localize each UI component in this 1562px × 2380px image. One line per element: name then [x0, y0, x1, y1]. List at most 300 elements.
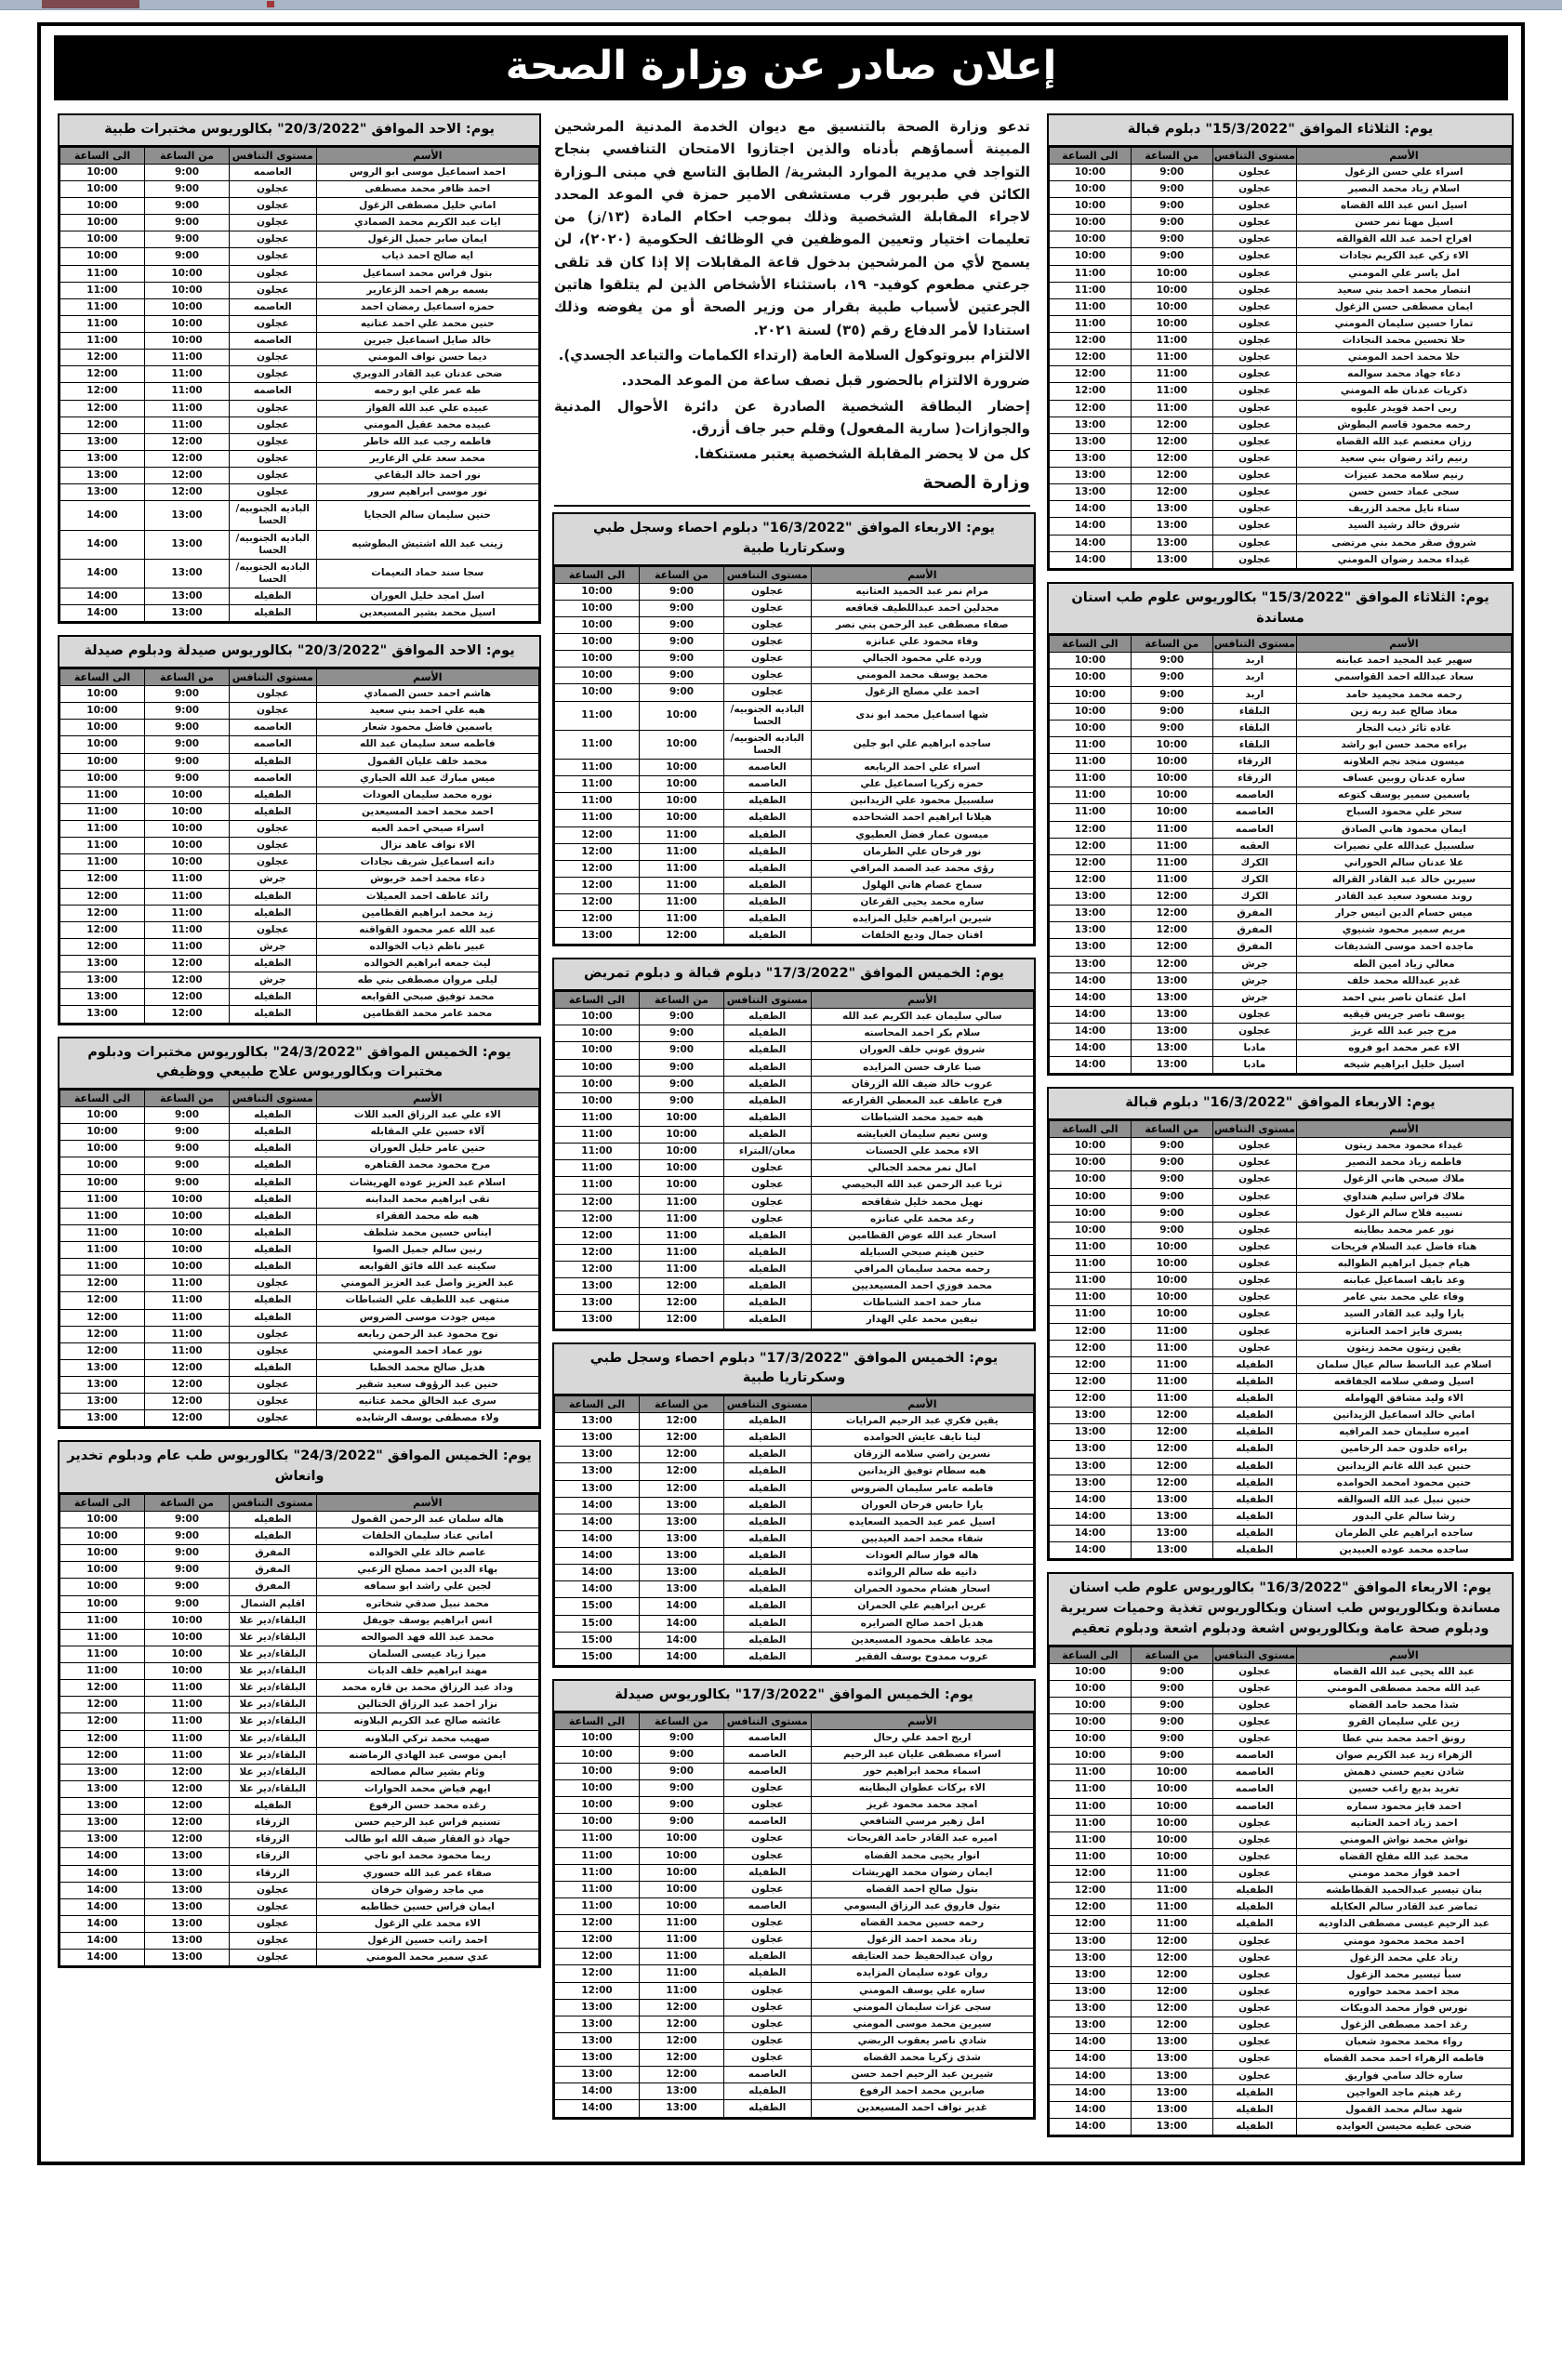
column-header: الأسم — [316, 1494, 538, 1511]
time-from: 11:00 — [145, 938, 230, 955]
competition-level: الطفيله — [230, 1528, 317, 1545]
table-row — [555, 1847, 1034, 1864]
table-row — [60, 433, 539, 450]
table-day-title: يوم: الخميس الموافق "17/3/2022" دبلوم قبالة و دبلوم تمريض — [554, 959, 1034, 991]
table-row — [1050, 922, 1512, 939]
time-from: 11:00 — [145, 1342, 230, 1359]
candidate-name: محمد عبد الله فهد الصوالحه — [316, 1629, 538, 1646]
table-row — [555, 877, 1034, 893]
table-row — [555, 894, 1034, 911]
table-row — [555, 1262, 1034, 1278]
time-from: 11:00 — [145, 1292, 230, 1309]
competition-level: الطفيله — [230, 1259, 317, 1276]
competition-level: الطفيله — [230, 1511, 317, 1527]
table-row — [60, 972, 539, 989]
time-from: 10:00 — [640, 1847, 724, 1864]
table-row — [60, 1595, 539, 1612]
table-row — [60, 1562, 539, 1579]
time-to: 13:00 — [1050, 1441, 1132, 1458]
time-from: 12:00 — [145, 1780, 230, 1797]
competition-level: عجلون — [724, 1780, 812, 1797]
competition-level: الطفيله — [724, 1864, 812, 1881]
competition-level: الطفيله — [230, 888, 317, 905]
competition-level: عجلون — [230, 1882, 317, 1898]
table-row — [1050, 1883, 1512, 1899]
time-to: 12:00 — [60, 905, 145, 921]
candidate-name: احمد اسماعيل موسى ابو الروس — [316, 164, 538, 180]
candidate-name: شيرين عبد الرحيم احمد حسن — [811, 2067, 1033, 2083]
schedule-table — [552, 512, 1036, 946]
table-row — [1050, 939, 1512, 956]
time-to: 14:00 — [555, 1581, 640, 1598]
time-from: 13:00 — [1131, 1024, 1212, 1040]
time-from: 11:00 — [640, 843, 724, 860]
table-row — [1050, 1273, 1512, 1289]
competition-level: عجلون — [1212, 1950, 1296, 1966]
time-to: 10:00 — [555, 668, 640, 684]
candidate-name: صفاء عمر عبد الله حسوري — [316, 1865, 538, 1882]
time-from: 9:00 — [145, 1141, 230, 1157]
time-from: 12:00 — [1131, 1983, 1212, 2000]
time-to: 11:00 — [555, 776, 640, 793]
time-from: 11:00 — [1131, 1340, 1212, 1356]
time-from: 11:00 — [145, 366, 230, 383]
time-from: 14:00 — [640, 1615, 724, 1632]
time-to: 10:00 — [1050, 1748, 1132, 1765]
time-to: 13:00 — [555, 1999, 640, 2016]
table-row — [60, 1359, 539, 1376]
competition-level: الطفيله — [724, 1025, 812, 1042]
candidate-name: رناد علي محمد الزغول — [1297, 1950, 1512, 1966]
time-from: 9:00 — [640, 583, 724, 600]
table-row — [555, 684, 1034, 701]
time-from: 9:00 — [1131, 720, 1212, 736]
table-row — [60, 1612, 539, 1629]
competition-level: عجلون — [230, 1342, 317, 1359]
candidate-name: محمد عامر محمد القطامين — [316, 1006, 538, 1023]
competition-level: الطفيله — [724, 860, 812, 877]
column-right-tables — [1047, 113, 1514, 2149]
time-to: 10:00 — [555, 1076, 640, 1092]
time-from: 13:00 — [640, 1530, 724, 1547]
competition-level: الطفيله — [724, 1965, 812, 1982]
competition-level: عجلون — [1212, 400, 1296, 416]
competition-level: عجلون — [1212, 1933, 1296, 1950]
time-to: 11:00 — [1050, 1256, 1132, 1273]
candidate-name: ياسمين فاضل محمود شعار — [316, 720, 538, 736]
table-row — [1050, 2051, 1512, 2068]
time-from: 9:00 — [640, 684, 724, 701]
table-row — [1050, 1831, 1512, 1848]
table-row — [60, 854, 539, 871]
table-row — [1050, 400, 1512, 416]
time-to: 12:00 — [60, 921, 145, 938]
competition-level: جرش — [230, 972, 317, 989]
competition-level: الطفيله — [230, 1107, 317, 1124]
time-to: 12:00 — [555, 1194, 640, 1210]
competition-level: الطفيله — [724, 1262, 812, 1278]
candidate-name: صبا عارف حسن المزايده — [811, 1059, 1033, 1076]
table-day-title: يوم: الخميس الموافق "24/3/2022" بكالوريوس مختبرات ودبلوم مختبرات وبكالوريوس علاج طبيعي ووظيفي — [60, 1038, 539, 1091]
time-to: 12:00 — [555, 1262, 640, 1278]
competition-level: العاصمه — [1212, 787, 1296, 804]
table-row — [1050, 2068, 1512, 2084]
candidate-name: ليلى مروان مصطفى بني طه — [316, 972, 538, 989]
table-row — [555, 1814, 1034, 1831]
time-to: 10:00 — [1050, 1205, 1132, 1222]
column-header: مستوى التنافس — [230, 1091, 317, 1107]
candidate-name: صفاء مصطفى عبد الرحمن بني نصر — [811, 616, 1033, 633]
candidate-name: اسيل انس عبد الله القضاه — [1297, 198, 1512, 215]
table-row — [555, 1210, 1034, 1227]
time-to: 13:00 — [60, 433, 145, 450]
candidate-name: وداد عبد الرزاق محمد بن قاره محمد — [316, 1680, 538, 1697]
candidate-name: زيد محمد ابراهيم القطامين — [316, 905, 538, 921]
time-from: 10:00 — [640, 776, 724, 793]
table-row — [1050, 315, 1512, 332]
table-row — [1050, 1040, 1512, 1057]
competition-level: الطفيله — [230, 989, 317, 1006]
competition-level: العاصمه — [724, 1729, 812, 1746]
time-from: 10:00 — [1131, 754, 1212, 771]
time-from: 10:00 — [640, 1831, 724, 1847]
time-from: 12:00 — [145, 1359, 230, 1376]
time-to: 13:00 — [1050, 956, 1132, 972]
competition-level: عجلون — [1212, 1731, 1296, 1748]
table-row — [60, 770, 539, 787]
time-from: 13:00 — [640, 1497, 724, 1514]
candidate-name: سلام بكر احمد المحاسنه — [811, 1025, 1033, 1042]
table-row — [1050, 1138, 1512, 1155]
time-to: 10:00 — [60, 1124, 145, 1141]
competition-level: عجلون — [1212, 1848, 1296, 1865]
table-row — [555, 1897, 1034, 1914]
competition-level: جرش — [1212, 972, 1296, 989]
table-row — [1050, 1155, 1512, 1171]
table-row — [1050, 1798, 1512, 1815]
table-row — [60, 686, 539, 703]
competition-level: عجلون — [1212, 282, 1296, 298]
time-from: 10:00 — [145, 1242, 230, 1259]
table-row — [555, 668, 1034, 684]
candidate-name: يارا وليد عبد القادر السيد — [1297, 1306, 1512, 1323]
time-from: 12:00 — [1131, 433, 1212, 450]
candidate-name: يسرى فايز احمد العنانزه — [1297, 1323, 1512, 1340]
time-from: 11:00 — [1131, 1391, 1212, 1408]
header-row — [1050, 147, 1512, 164]
table-row — [1050, 1526, 1512, 1542]
time-from: 13:00 — [145, 1950, 230, 1966]
competition-level: عجلون — [1212, 231, 1296, 248]
time-to: 12:00 — [555, 1210, 640, 1227]
competition-level: البلقاء/دير علا — [230, 1780, 317, 1797]
table-row — [555, 928, 1034, 945]
candidate-name: سلسبيل عبدالله علي نصيرات — [1297, 838, 1512, 854]
candidate-name: محمد فوزي احمد المسيعديين — [811, 1278, 1033, 1295]
table-row — [1050, 215, 1512, 231]
time-from: 12:00 — [640, 1278, 724, 1295]
competition-level: الطفيله — [1212, 1424, 1296, 1441]
candidate-name: افنان جمال وديع الخلفات — [811, 928, 1033, 945]
candidate-name: عائشه صالح عبد الكريم البلاونه — [316, 1713, 538, 1730]
time-from: 12:00 — [640, 1295, 724, 1312]
competition-level: عجلون — [724, 1881, 812, 1897]
time-to: 13:00 — [60, 956, 145, 972]
time-to: 10:00 — [1050, 248, 1132, 265]
time-to: 11:00 — [1050, 1765, 1132, 1781]
competition-level: البلقاء/دير علا — [230, 1713, 317, 1730]
time-to: 13:00 — [60, 989, 145, 1006]
competition-level: عجلون — [1212, 1171, 1296, 1188]
time-from: 10:00 — [1131, 1781, 1212, 1798]
column-header: الى الساعة — [555, 992, 640, 1009]
time-to: 12:00 — [60, 1747, 145, 1764]
candidate-name: يارا حابس فرحان العوران — [811, 1497, 1033, 1514]
column-header: الى الساعة — [1050, 636, 1132, 653]
time-to: 11:00 — [1050, 787, 1132, 804]
competition-level: الطفيله — [724, 911, 812, 928]
candidate-name: مريم سمير محمود شنيوي — [1297, 922, 1512, 939]
table-row — [555, 1194, 1034, 1210]
time-from: 12:00 — [145, 956, 230, 972]
time-from: 12:00 — [640, 1480, 724, 1497]
competition-level: المفرق — [230, 1562, 317, 1579]
table-row — [60, 366, 539, 383]
time-from: 9:00 — [640, 1797, 724, 1814]
table-row — [555, 1109, 1034, 1126]
time-to: 11:00 — [1050, 736, 1132, 753]
candidate-name: ملاك صبحي هاني الزغول — [1297, 1171, 1512, 1188]
candidate-name: اسحار عبد الله عوض القطامين — [811, 1227, 1033, 1244]
table-row — [1050, 956, 1512, 972]
time-to: 10:00 — [60, 1107, 145, 1124]
table-row — [555, 1982, 1034, 1999]
table-row — [555, 730, 1034, 759]
time-to: 14:00 — [1050, 1024, 1132, 1040]
time-from: 9:00 — [640, 668, 724, 684]
candidate-name: ساره خالد سامي فواريق — [1297, 2068, 1512, 2084]
table-row — [1050, 1306, 1512, 1323]
competition-level: عجلون — [1212, 501, 1296, 518]
table-row — [60, 315, 539, 332]
candidate-name: شيرين ابراهيم خليل المزايده — [811, 911, 1033, 928]
table-row — [60, 1545, 539, 1562]
table-row — [60, 888, 539, 905]
competition-level: عجلون — [1212, 1238, 1296, 1255]
column-header: مستوى التنافس — [724, 992, 812, 1009]
competition-level: عجلون — [230, 686, 317, 703]
competition-level: عجلون — [230, 231, 317, 248]
table-row — [60, 350, 539, 366]
time-to: 10:00 — [60, 1511, 145, 1527]
competition-level: العاصمه — [1212, 1748, 1296, 1765]
time-from: 10:00 — [640, 1127, 724, 1144]
table-row — [1050, 1188, 1512, 1205]
time-to: 10:00 — [60, 1579, 145, 1595]
column-header: الأسم — [1297, 1646, 1512, 1663]
table-row — [555, 776, 1034, 793]
time-to: 15:00 — [555, 1615, 640, 1632]
time-from: 11:00 — [1131, 350, 1212, 366]
time-from: 13:00 — [145, 1865, 230, 1882]
time-to: 13:00 — [60, 972, 145, 989]
column-header: من الساعة — [145, 147, 230, 164]
candidate-name: الزهراء زيد عبد الكريم صوان — [1297, 1748, 1512, 1765]
competition-level: مادبا — [1212, 1057, 1296, 1074]
competition-level: جرش — [1212, 956, 1296, 972]
competition-level: الزرقاء — [230, 1848, 317, 1865]
time-to: 13:00 — [1050, 922, 1132, 939]
competition-level: العاصمه — [724, 1814, 812, 1831]
table-row — [60, 1898, 539, 1915]
candidate-name: تمارا حسين سليمان المومني — [1297, 315, 1512, 332]
candidate-name: آلاء حسين علي المقابله — [316, 1124, 538, 1141]
candidate-name: اسيل وصفي سلامه الجفاقعه — [1297, 1373, 1512, 1390]
candidate-name: سجى عزات سليمان المومني — [811, 1999, 1033, 2016]
time-to: 11:00 — [60, 315, 145, 332]
candidate-name: وسن نعيم سليمان الغبايشه — [811, 1127, 1033, 1144]
time-from: 11:00 — [640, 826, 724, 843]
time-to: 10:00 — [60, 180, 145, 197]
table-row — [555, 1295, 1034, 1312]
candidate-name: اماني خليل مصطفى الزغول — [316, 198, 538, 215]
candidate-name: شادي ناصر يعقوب الربضي — [811, 2032, 1033, 2049]
time-from: 10:00 — [1131, 736, 1212, 753]
time-to: 11:00 — [1050, 1848, 1132, 1865]
table-row — [555, 1932, 1034, 1949]
candidate-name: زين علي سليمان القرو — [1297, 1713, 1512, 1730]
schedule-grid — [554, 1395, 1034, 1666]
table-row — [60, 383, 539, 400]
candidate-name: رغد احمد مصطفى الزغول — [1297, 2017, 1512, 2034]
competition-level: عجلون — [230, 468, 317, 484]
table-row — [60, 1680, 539, 1697]
candidate-name: مجدلين احمد عبداللطيف قعاقعه — [811, 600, 1033, 616]
competition-level: الباديه الجنوبيه/الحسا — [724, 730, 812, 759]
time-from: 13:00 — [640, 1548, 724, 1565]
time-to: 14:00 — [555, 1530, 640, 1547]
competition-level: عجلون — [724, 2016, 812, 2032]
competition-level: الباديه الجنوبيه/الحسا — [230, 530, 317, 559]
time-to: 14:00 — [1050, 1040, 1132, 1057]
time-to: 13:00 — [60, 1831, 145, 1848]
candidate-name: مهند ابراهيم خلف الديات — [316, 1663, 538, 1680]
competition-level: الطفيله — [724, 1430, 812, 1447]
competition-level: عجلون — [1212, 1680, 1296, 1697]
time-to: 13:00 — [1050, 1950, 1132, 1966]
time-to: 13:00 — [1050, 468, 1132, 484]
header-row — [60, 147, 539, 164]
time-to: 12:00 — [60, 416, 145, 433]
time-to: 14:00 — [60, 1898, 145, 1915]
competition-level: الطفيله — [724, 793, 812, 810]
time-to: 14:00 — [60, 1915, 145, 1932]
time-to: 11:00 — [1050, 1815, 1132, 1831]
candidate-name: تقى ابراهيم محمد البدابنه — [316, 1191, 538, 1208]
column-header: الأسم — [316, 147, 538, 164]
time-from: 13:00 — [1131, 2034, 1212, 2051]
table-row — [1050, 1289, 1512, 1306]
time-from: 9:00 — [640, 1729, 724, 1746]
table-row — [60, 282, 539, 298]
time-to: 12:00 — [60, 938, 145, 955]
candidate-name: اميره سليمان حمد المرافيه — [1297, 1424, 1512, 1441]
candidate-name: خالد صايل اسماعيل جبرين — [316, 333, 538, 350]
intro-paragraph: كل من لا يحضر المقابلة الشخصية يعتبر مستنكفا. — [694, 445, 1030, 463]
competition-level: عجلون — [1212, 180, 1296, 197]
competition-level: الطفيله — [1212, 1491, 1296, 1508]
competition-level: مادبا — [1212, 1040, 1296, 1057]
table-row — [555, 1514, 1034, 1530]
time-to: 13:00 — [1050, 1474, 1132, 1491]
time-from: 10:00 — [1131, 1256, 1212, 1273]
time-from: 9:00 — [640, 1025, 724, 1042]
table-row — [1050, 501, 1512, 518]
competition-level: عجلون — [1212, 1188, 1296, 1205]
header-row — [555, 1396, 1034, 1413]
table-row — [555, 1447, 1034, 1463]
time-to: 14:00 — [555, 1497, 640, 1514]
candidate-name: احمد زياد احمد العتانيه — [1297, 1815, 1512, 1831]
table-row — [1050, 433, 1512, 450]
time-from: 13:00 — [1131, 972, 1212, 989]
time-from: 9:00 — [640, 616, 724, 633]
table-row — [60, 938, 539, 955]
table-row — [555, 2100, 1034, 2117]
time-to: 12:00 — [60, 1309, 145, 1326]
competition-level: عجلون — [1212, 383, 1296, 400]
time-from: 10:00 — [145, 1663, 230, 1680]
column-header: من الساعة — [145, 1091, 230, 1107]
competition-level: الطفيله — [724, 1565, 812, 1581]
candidate-name: حنين عبد الله غانم الزيدانين — [1297, 1458, 1512, 1474]
column-middle — [552, 113, 1036, 2131]
table-row — [60, 838, 539, 854]
candidate-name: عرين ابراهيم علي الحمران — [811, 1598, 1033, 1615]
competition-level: العاصمه — [724, 776, 812, 793]
competition-level: البلقاء/دير علا — [230, 1680, 317, 1697]
table-day-title: يوم: الخميس الموافق "17/3/2022" بكالوريوس صيدلة — [554, 1681, 1034, 1712]
time-from: 10:00 — [145, 333, 230, 350]
time-from: 10:00 — [1131, 1306, 1212, 1323]
candidate-name: غدير نواف احمد المسيعدين — [811, 2100, 1033, 2117]
competition-level: الطفيله — [724, 1497, 812, 1514]
time-to: 12:00 — [555, 1244, 640, 1261]
table-row — [60, 871, 539, 888]
competition-level: الطفيله — [724, 1463, 812, 1480]
table-row — [1050, 1057, 1512, 1074]
time-to: 12:00 — [1050, 838, 1132, 854]
competition-level: عجلون — [724, 1160, 812, 1177]
time-from: 9:00 — [145, 164, 230, 180]
time-to: 10:00 — [555, 1025, 640, 1042]
competition-level: عجلون — [230, 854, 317, 871]
competition-level: الطفيله — [724, 1949, 812, 1965]
time-to: 12:00 — [60, 383, 145, 400]
time-from: 11:00 — [1131, 366, 1212, 383]
table-row — [60, 1224, 539, 1241]
competition-level: الطفيله — [230, 787, 317, 803]
time-from: 11:00 — [145, 416, 230, 433]
time-from: 10:00 — [145, 1629, 230, 1646]
time-from: 13:00 — [145, 559, 230, 588]
table-row — [1050, 248, 1512, 265]
time-to: 14:00 — [60, 1848, 145, 1865]
candidate-name: وعد نايف اسماعيل عبابنه — [1297, 1273, 1512, 1289]
table-row — [555, 1059, 1034, 1076]
competition-level: الطفيله — [230, 1124, 317, 1141]
time-to: 13:00 — [60, 1359, 145, 1376]
